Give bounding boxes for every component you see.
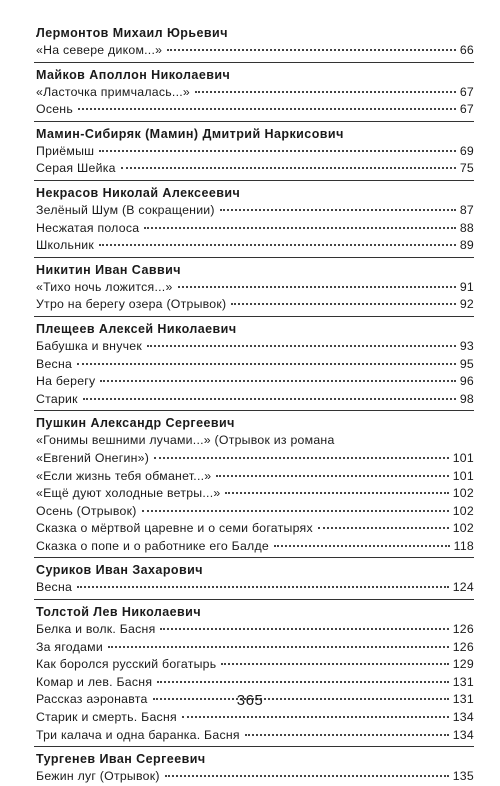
dot-leader [225,492,448,494]
entry-page: 67 [459,102,474,117]
dot-leader [144,227,455,229]
entry-page: 67 [459,84,474,99]
toc-entry[interactable] [36,279,474,297]
author-section [36,121,474,178]
dot-leader [154,457,449,459]
entry-title: Весна [36,356,73,371]
entry-title: «Если жизнь тебя обманет...» [36,468,212,483]
entry-page: 101 [452,468,474,483]
section-divider [34,121,474,122]
entry-page: 91 [459,279,474,294]
author-name: Лермонтов Михаил Юрьевич [36,26,228,40]
entry-title: Осень (Отрывок) [36,503,137,518]
dot-leader [100,380,455,382]
entry-title: Весна [36,580,73,595]
author-section [36,746,474,786]
author-name: Майков Аполлон Николаевич [36,67,231,82]
section-divider [34,746,474,747]
entry-title: Утро на берегу озера (Отрывок) [36,297,227,312]
toc-entry[interactable] [36,485,474,503]
toc-entry[interactable] [36,160,474,178]
author-section [36,180,474,255]
toc-entry[interactable] [36,768,474,786]
entry-title: Бабушка и внучек [36,338,142,353]
toc-entry[interactable] [36,468,474,486]
toc-entry[interactable] [36,674,474,692]
section-divider [34,599,474,600]
entry-title: Осень [36,102,73,117]
entry-title: За ягодами [36,639,103,654]
author-section [36,62,474,119]
entry-title: «Гонимы вешними лучами...» (Отрывок из романа [36,433,335,448]
author-section [36,599,474,744]
dot-leader [147,345,456,347]
section-divider [34,62,474,63]
entry-page: 101 [452,450,474,465]
author-name: Толстой Лев Николаевич [36,605,202,620]
entry-page: 96 [459,374,474,389]
entry-page: 102 [452,503,474,518]
page-number: 365 [236,692,264,709]
entry-title: На берегу [36,374,96,389]
entry-page: 92 [459,297,474,312]
entry-title: Бежин луг (Отрывок) [36,769,160,784]
section-divider [34,557,474,558]
dot-leader [231,303,455,305]
dot-leader [77,586,449,588]
dot-leader [182,716,449,718]
entry-page: 87 [459,202,474,217]
author-name: Пушкин Александр Сергеевич [36,416,235,431]
entry-title: Приёмыш [36,143,95,158]
toc-entry[interactable] [36,709,474,727]
entry-title: Зелёный Шум (В сокращении) [36,202,215,217]
entry-page: 98 [459,391,474,406]
entry-page: 118 [453,538,474,553]
entry-page: 135 [452,769,474,784]
entry-page: 102 [452,521,474,536]
toc-entry[interactable] [36,143,474,161]
author-name: Мамин-Сибиряк (Мамин) Дмитрий Наркисович [36,126,344,141]
toc-entry[interactable] [36,296,474,314]
dot-leader [78,108,456,110]
entry-page: 134 [452,727,474,742]
author-section [36,557,474,597]
toc-entry[interactable] [36,432,474,450]
toc-entry[interactable] [36,579,474,597]
section-divider [34,316,474,317]
entry-page: 69 [459,143,474,158]
author-section [36,20,474,60]
entry-title: Белка и волк. Басня [36,622,156,637]
toc-entry[interactable] [36,621,474,639]
entry-title: Комар и лев. Басня [36,674,153,689]
dot-leader [167,49,456,51]
author-section [36,410,474,555]
dot-leader [165,775,449,777]
dot-leader [121,167,456,169]
entry-title: «На севере диком...» [36,43,163,57]
entry-title: «Евгений Онегин») [36,450,150,465]
dot-leader [245,734,449,736]
entry-page: 124 [452,580,474,595]
author-name: Суриков Иван Захарович [36,563,203,578]
entry-title: Три калача и одна баранка. Басня [36,727,240,742]
dot-leader [221,663,448,665]
entry-title: Школьник [36,238,94,253]
toc-entry[interactable] [36,656,474,674]
toc-entry[interactable] [36,727,474,745]
toc-entry[interactable] [36,373,474,391]
toc-entry[interactable] [36,639,474,657]
entry-title: Несжатая полоса [36,220,140,235]
author-section [36,316,474,408]
dot-leader [318,527,449,529]
toc-entry[interactable] [36,450,474,468]
section-divider [34,257,474,258]
entry-page: 126 [452,639,474,654]
toc-entry[interactable] [36,42,474,60]
entry-page: 66 [459,43,474,57]
dot-leader [274,545,450,547]
toc-entry[interactable] [36,538,474,556]
toc-entry[interactable] [36,237,474,255]
author-name: Никитин Иван Саввич [36,262,181,277]
entry-page: 131 [452,674,474,689]
entry-page: 126 [452,622,474,637]
dot-leader [99,244,456,246]
dot-leader [83,398,456,400]
entry-title: Серая Шейка [36,161,116,176]
toc-entry[interactable] [36,356,474,374]
table-of-contents [36,20,474,786]
entry-page: 134 [452,710,474,725]
dot-leader [77,363,456,365]
toc-entry[interactable] [36,338,474,356]
dot-leader [108,646,449,648]
entry-title: Как боролся русский богатырь [36,657,217,672]
section-divider [34,180,474,181]
entry-title: «Ласточка примчалась...» [36,84,190,99]
entry-title: «Ещё дуют холодные ветры...» [36,486,221,501]
toc-entry[interactable] [36,220,474,238]
entry-page: 88 [459,220,474,235]
toc-entry[interactable] [36,391,474,409]
author-name: Некрасов Николай Алексеевич [36,185,241,200]
entry-title: «Тихо ночь ложится...» [36,279,173,294]
entry-page: 93 [459,338,474,353]
section-divider [34,410,474,411]
author-name: Тургенев Иван Сергеевич [36,752,206,767]
dot-leader [220,209,456,211]
entry-title: Старик [36,391,78,406]
toc-entry[interactable] [36,84,474,102]
entry-page: 89 [459,238,474,253]
dot-leader [160,628,448,630]
dot-leader [142,510,449,512]
entry-page: 129 [452,657,474,672]
entry-title: Рассказ аэронавта [36,692,148,707]
entry-page: 75 [459,161,474,176]
entry-title: Сказка о попе и о работнике его Балде [36,538,269,553]
toc-entry[interactable] [36,520,474,538]
toc-entry[interactable] [36,202,474,220]
entry-title: Сказка о мёртвой царевне и о семи богатырях [36,521,313,536]
dot-leader [157,681,448,683]
dot-leader [216,475,448,477]
entry-page: 95 [459,356,474,371]
toc-entry[interactable] [36,101,474,119]
dot-leader [178,286,456,288]
entry-title: Старик и смерть. Басня [36,710,177,725]
dot-leader [99,150,456,152]
author-section [36,257,474,314]
toc-entry[interactable] [36,503,474,521]
entry-page: 131 [452,692,474,707]
entry-page: 102 [452,486,474,501]
dot-leader [195,91,456,93]
author-name: Плещеев Алексей Николаевич [36,321,237,336]
